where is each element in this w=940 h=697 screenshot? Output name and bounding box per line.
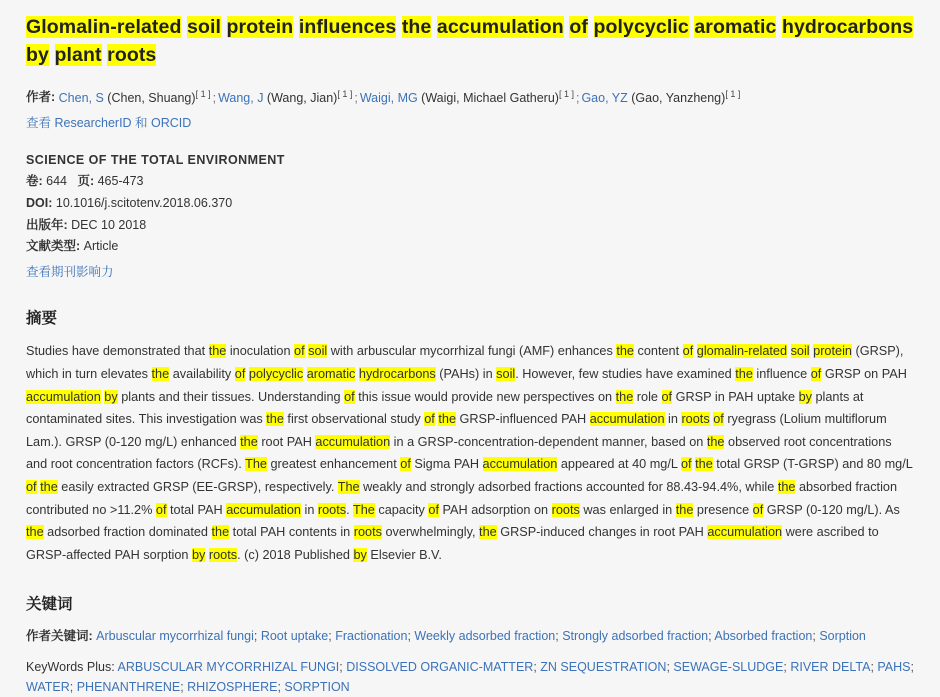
authors-list — [58, 88, 741, 105]
title-run-highlight: polycyclic — [593, 16, 689, 38]
abstract-run-text: easily extracted GRSP (EE-GRSP), respectively. — [57, 479, 338, 494]
abstract-run-highlight: soil — [790, 344, 810, 359]
abstract-run-text: root PAH — [257, 434, 316, 449]
keywords-plus-label: KeyWords Plus: — [26, 659, 115, 674]
abstract-run-highlight: polycyclic — [248, 366, 304, 381]
keywords-plus-list — [26, 660, 914, 694]
abstract-run-text: plants and their tissues. Understanding — [117, 389, 345, 404]
keywords-plus-row — [26, 657, 914, 697]
abstract-run-highlight: hydrocarbons — [358, 366, 436, 381]
abstract-run-highlight: the — [615, 389, 634, 404]
keyword-separator: ; — [708, 629, 715, 644]
abstract-run-text: GRSP on PAH — [821, 366, 907, 381]
author-keywords-list — [96, 629, 866, 643]
keywords-plus-link[interactable]: ZN SEQUESTRATION — [540, 659, 667, 674]
abstract-run-text: total GRSP (T-GRSP) and 80 mg/L — [712, 457, 913, 472]
abstract-run-text: availability — [169, 366, 235, 381]
author-full-name: (Waigi, Michael Gatheru) — [417, 90, 559, 105]
title-run-highlight: hydrocarbons — [781, 16, 914, 38]
abstract-run-text: in — [300, 502, 318, 517]
abstract-run-highlight: the — [777, 479, 796, 494]
abstract-run-highlight: the — [735, 366, 753, 381]
abstract-run-highlight: roots — [317, 502, 347, 517]
view-journal-impact-link[interactable]: 查看期刊影响力 — [26, 265, 114, 280]
author-affiliation-marker: [ 1 ] — [337, 88, 353, 99]
doi-label: DOI: — [26, 195, 53, 210]
abstract-run-highlight: of — [752, 502, 764, 517]
author-keyword-link[interactable]: Fractionation — [335, 629, 408, 644]
author-keyword-link[interactable]: Weekly adsorbed fraction — [414, 629, 556, 644]
abstract-run-highlight: roots — [681, 412, 710, 427]
abstract-run-text: Studies have demonstrated that — [26, 344, 209, 359]
author-keywords-label: 作者关键词: — [26, 629, 93, 644]
abstract-heading: 摘要 — [26, 310, 58, 328]
abstract-run-text: weakly and strongly adsorbed fractions accounted for 88.43-94.4%, while — [359, 479, 778, 494]
abstract-run-highlight: roots — [551, 502, 580, 517]
abstract-run-text: PAH adsorption on — [439, 502, 552, 517]
doctype-value: Article — [83, 239, 119, 254]
abstract-run-text: total PAH contents in — [229, 525, 354, 540]
pubyear-value: DEC 10 2018 — [71, 217, 147, 232]
title-run-highlight: soil — [187, 16, 221, 38]
author-keyword-link[interactable]: Absorbed fraction — [714, 629, 813, 644]
abstract-run-text: (GRSP), which in turn elevates — [26, 344, 904, 381]
abstract-run-highlight: accumulation — [482, 457, 558, 472]
title-run-highlight: aromatic — [694, 16, 777, 38]
keywords-heading: 关键词 — [26, 596, 73, 614]
abstract-run-highlight: protein — [813, 344, 852, 359]
author-affiliation-marker: [ 1 ] — [195, 88, 211, 99]
abstract-run-text: influence — [752, 366, 811, 381]
keyword-separator: ; — [277, 679, 285, 694]
keywords-plus-link[interactable]: RHIZOSPHERE — [187, 679, 278, 694]
doi-row — [26, 194, 914, 212]
abstract-run-highlight: of — [810, 366, 822, 381]
title-run-text — [588, 16, 594, 38]
author-separator: ; — [575, 90, 580, 105]
author-full-name: (Gao, Yanzheng) — [627, 90, 726, 105]
keyword-separator: ; — [783, 659, 791, 674]
abstract-run-highlight: the — [675, 502, 694, 517]
abstract-run-highlight: of — [234, 366, 246, 381]
keyword-separator: ; — [69, 679, 77, 694]
researcherid-orcid-row — [26, 113, 914, 131]
abstract-run-highlight: accumulation — [315, 434, 391, 449]
abstract-run-highlight: accumulation — [707, 525, 783, 540]
abstract-run-highlight: by — [191, 547, 206, 562]
abstract-run-highlight: The — [352, 502, 375, 517]
abstract-run-text: was enlarged in — [579, 502, 676, 517]
keywords-plus-link[interactable]: PHENANTHRENE — [76, 679, 181, 694]
author-affiliation-marker: [ 1 ] — [725, 88, 741, 99]
abstract-run-highlight: the — [616, 344, 634, 359]
abstract-run-text: (PAHs) in — [435, 366, 497, 381]
author-affiliation-marker: [ 1 ] — [558, 88, 574, 99]
abstract-run-highlight: the — [706, 434, 725, 449]
abstract-run-text: capacity — [374, 502, 429, 517]
pages-label: 页: — [77, 174, 95, 189]
abstract-run-highlight: accumulation — [226, 502, 301, 517]
abstract-run-highlight: the — [695, 457, 713, 472]
keyword-separator: ; — [666, 659, 674, 674]
title-run-highlight: plant — [54, 43, 102, 66]
abstract-run-text: inoculation — [226, 344, 295, 359]
author-link[interactable]: Wang, J — [218, 90, 264, 105]
abstract-run-highlight: by — [798, 389, 812, 404]
author-keyword-link[interactable]: Root uptake — [260, 629, 329, 644]
author-link[interactable]: Gao, YZ — [581, 90, 628, 105]
abstract-run-text: absorbed fraction contributed no >11.2% — [26, 479, 898, 517]
title-run-highlight: roots — [107, 43, 157, 66]
abstract-run-highlight: of — [155, 502, 167, 517]
abstract-run-highlight: roots — [353, 525, 382, 540]
abstract-run-text: role — [633, 389, 662, 404]
abstract-run-text: presence — [693, 502, 753, 517]
abstract-text — [26, 340, 914, 566]
volume-label: 卷: — [26, 174, 43, 189]
authors-label: 作者: — [26, 90, 56, 105]
volume-pages-row — [26, 172, 914, 190]
author-link[interactable]: Chen, S — [58, 90, 104, 105]
keywords-plus-link[interactable]: DISSOLVED ORGANIC-MATTER — [346, 659, 534, 674]
abstract-run-text: GRSP in PAH uptake — [672, 389, 799, 404]
keyword-separator: ; — [910, 659, 914, 674]
keywords-plus-link[interactable]: RIVER DELTA — [790, 659, 871, 674]
abstract-run-text: adsorbed fraction dominated — [43, 525, 212, 540]
author-keyword-link[interactable]: Sorption — [819, 629, 866, 644]
doctype-label: 文献类型: — [26, 239, 81, 254]
author-full-name: (Wang, Jian) — [263, 90, 338, 105]
abstract-run-text: . (c) 2018 Published — [237, 547, 354, 562]
abstract-run-text: GRSP (0-120 mg/L). As — [763, 502, 900, 517]
keyword-separator: ; — [812, 629, 820, 644]
author-keyword-link[interactable]: Strongly adsorbed fraction — [562, 629, 709, 644]
abstract-run-highlight: the — [438, 412, 456, 427]
pubyear-label: 出版年: — [26, 217, 68, 232]
title-run-text — [221, 16, 227, 38]
keywords-plus-link[interactable]: SORPTION — [284, 679, 350, 694]
abstract-run-highlight: by — [104, 389, 118, 404]
abstract-run-highlight: of — [428, 502, 440, 517]
abstract-run-text: were ascribed to GRSP-affected PAH sorption — [26, 525, 879, 562]
abstract-run-text: first observational study — [283, 412, 425, 427]
abstract-run-highlight: of — [713, 412, 724, 427]
abstract-run-text: in a GRSP-concentration-dependent manner, based on — [390, 434, 707, 449]
title-run-highlight: by — [26, 43, 49, 66]
keywords-plus-link[interactable]: PAHS — [877, 659, 911, 674]
abstract-run-highlight: of — [344, 389, 355, 404]
journal-impact-row — [26, 262, 914, 280]
abstract-run-highlight: the — [26, 525, 44, 540]
abstract-run-text: observed root concentrations and root concentration factors (RCFs). — [26, 434, 892, 472]
keyword-separator: ; — [180, 679, 188, 694]
abstract-run-highlight: of — [680, 457, 692, 472]
abstract-run-text: Sigma PAH — [410, 457, 483, 472]
author-keywords-row — [26, 626, 914, 646]
keyword-separator: ; — [870, 659, 878, 674]
title-run-highlight: the — [401, 16, 432, 38]
title-run-text — [49, 44, 55, 66]
abstract-run-highlight: by — [353, 547, 367, 562]
abstract-run-text: Elsevier B.V. — [366, 547, 442, 562]
abstract-run-highlight: of — [26, 479, 37, 494]
abstract-run-highlight: soil — [308, 344, 328, 359]
keywords-plus-link[interactable]: SEWAGE-SLUDGE — [673, 659, 784, 674]
abstract-run-highlight: The — [337, 479, 360, 494]
keywords-plus-link[interactable]: ARBUSCULAR MYCORRHIZAL FUNGI — [117, 659, 340, 674]
abstract-run-highlight: soil — [496, 366, 516, 381]
abstract-run-highlight: the — [40, 479, 58, 494]
abstract-run-text: in — [664, 412, 682, 427]
title-run-text — [293, 16, 299, 38]
abstract-run-highlight: of — [400, 457, 411, 472]
abstract-run-text: this issue would provide new perspectives on — [354, 389, 616, 404]
abstract-run-text: total PAH — [166, 502, 227, 517]
doi-value: 10.1016/j.scitotenv.2018.06.370 — [55, 195, 233, 210]
abstract-run-text: . However, few studies have examined — [515, 366, 736, 381]
view-researcherid-orcid-link[interactable]: 查看 ResearcherID 和 ORCID — [26, 116, 192, 131]
author-full-name: (Chen, Shuang) — [103, 90, 196, 105]
abstract-run-text: content — [633, 344, 683, 359]
abstract-run-highlight: accumulation — [589, 412, 665, 427]
title-run-highlight: accumulation — [436, 16, 564, 38]
abstract-run-highlight: accumulation — [26, 389, 101, 404]
abstract-run-highlight: the — [208, 344, 227, 359]
abstract-run-highlight: glomalin-related — [696, 344, 788, 359]
title-run-text — [396, 16, 402, 38]
abstract-run-text: with arbuscular mycorrhizal fungi (AMF) enhances — [327, 344, 617, 359]
authors-row — [26, 87, 914, 107]
doctype-row — [26, 237, 914, 255]
pubyear-row — [26, 216, 914, 234]
abstract-run-highlight: the — [151, 366, 170, 381]
title-run-highlight: influences — [298, 16, 397, 38]
title-run-highlight: of — [569, 16, 588, 38]
abstract-run-text: greatest enhancement — [266, 457, 401, 472]
keyword-separator: ; — [253, 629, 261, 644]
author-separator: ; — [212, 90, 217, 105]
abstract-run-highlight: aromatic — [306, 366, 356, 381]
abstract-run-highlight: The — [245, 457, 267, 472]
keyword-separator: ; — [328, 629, 336, 644]
keywords-plus-link[interactable]: WATER — [26, 679, 70, 694]
keyword-separator: ; — [339, 659, 347, 674]
pages-value: 465-473 — [97, 174, 144, 189]
keyword-separator: ; — [407, 629, 415, 644]
abstract-run-highlight: the — [479, 525, 497, 540]
abstract-run-text: GRSP-induced changes in root PAH — [496, 525, 708, 540]
abstract-run-highlight: of — [661, 389, 673, 404]
abstract-run-text: overwhelmingly, — [381, 525, 480, 540]
journal-title: SCIENCE OF THE TOTAL ENVIRONMENT — [26, 153, 285, 168]
abstract-run-highlight: the — [266, 412, 284, 427]
abstract-run-text: GRSP-influenced PAH — [456, 412, 590, 427]
title-run-highlight: protein — [226, 16, 294, 38]
volume-value: 644 — [46, 174, 68, 189]
title-run-highlight: Glomalin-related — [26, 16, 182, 38]
abstract-run-highlight: the — [240, 434, 258, 449]
abstract-run-highlight: the — [211, 525, 230, 540]
keyword-separator: ; — [533, 659, 541, 674]
author-separator: ; — [354, 90, 358, 105]
abstract-run-text: appeared at 40 mg/L — [557, 457, 681, 472]
abstract-run-text: ryegrass (Lolium multiflorum Lam.). GRSP (0-120 mg/L) enhanced — [26, 412, 887, 449]
page-title — [26, 14, 914, 69]
abstract-run-highlight: of — [294, 344, 305, 359]
abstract-run-highlight: roots — [208, 547, 238, 562]
abstract-run-highlight: of — [424, 412, 435, 427]
keyword-separator: ; — [555, 629, 563, 644]
author-keyword-link[interactable]: Arbuscular mycorrhizal fungi — [96, 629, 254, 644]
abstract-run-text: plants at contaminated sites. This investigation was — [26, 389, 864, 427]
abstract-run-highlight: of — [682, 344, 694, 359]
author-link[interactable]: Waigi, MG — [359, 90, 418, 105]
abstract-run-text: . — [346, 502, 353, 517]
